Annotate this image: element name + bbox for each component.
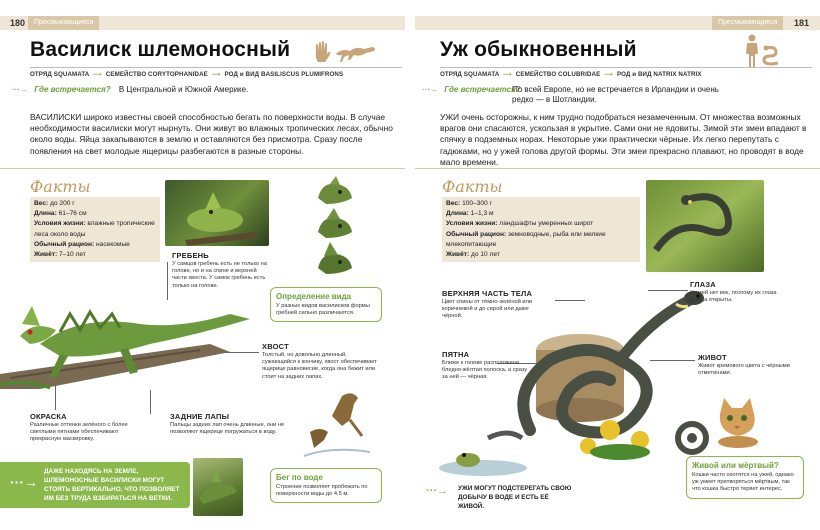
upper-body-leader-line bbox=[555, 300, 585, 301]
fact-row: Условия жизни: влажные тропические леса около воды bbox=[34, 220, 155, 238]
eyes-label-text: У змей нет век, поэтому их глаза всегда открыты. bbox=[690, 290, 777, 304]
crest-label-heading: ГРЕБЕНЬ bbox=[172, 251, 209, 260]
basilisk-illustration bbox=[0, 284, 260, 394]
water-run-heading: Бег по воде bbox=[276, 473, 323, 482]
belly-label-text: Живот кремового цвета с чёрными отметинами. bbox=[698, 363, 790, 377]
belly-label-heading: ЖИВОТ bbox=[698, 353, 727, 362]
belly-leader-line bbox=[650, 360, 695, 361]
water-run-text: Строение позволяет пробежать по поверхности воды до 4,5 м. bbox=[276, 484, 368, 498]
right-bottom-note: УЖИ МОГУТ ПОДСТЕРЕГАТЬ СВОЮ ДОБЫЧУ В ВОДЕ И ЕСТЬ ЕЁ ЖИВОЙ. bbox=[458, 485, 572, 510]
species-id-text: У разных видов василисков формы гребней сильно различаются. bbox=[276, 303, 370, 317]
right-section-tab: Пресмыкающиеся bbox=[712, 16, 783, 30]
taxonomy-arrow-icon: ⟶ bbox=[211, 71, 221, 78]
tail-label-heading: ХВОСТ bbox=[262, 342, 289, 351]
taxonomy-arrow-icon: ⟶ bbox=[604, 71, 614, 78]
right-where-text: По всей Европе, но не встречается в Ирландии и очень редко — в Шотландии. bbox=[512, 85, 719, 104]
right-where-label: Где встречается? bbox=[444, 85, 521, 94]
species-id-box bbox=[270, 287, 382, 322]
left-tip-banner: ДАЖЕ НАХОДЯСЬ НА ЗЕМЛЕ, ШЛЕМОНОСНЫЕ ВАСИЛИСКИ МОГУТ СТОЯТЬ ВЕРТИКАЛЬНО, ЧТО ПОЗВОЛЯЕТ ИМ БЕЗ ТРУДА ВЗБИРАТЬСЯ НА ВЕТКИ. bbox=[0, 462, 190, 508]
hand-scale-icon bbox=[312, 40, 332, 64]
fact-row: Условия жизни: ландшафты умеренных широт bbox=[446, 220, 594, 228]
left-taxonomy-order: ОТРЯД SQUAMATA bbox=[30, 71, 90, 78]
spots-label-heading: ПЯТНА bbox=[442, 350, 470, 359]
alive-or-dead-box bbox=[686, 456, 804, 499]
tail-leader-line bbox=[225, 352, 259, 353]
fact-row: Обычный рацион: насекомые bbox=[34, 240, 130, 248]
right-taxonomy bbox=[440, 71, 702, 78]
eyes-leader-line bbox=[648, 290, 688, 291]
left-where-text: В Центральной и Южной Америке. bbox=[118, 85, 249, 94]
fact-row: Длина: 1–1,3 м bbox=[446, 210, 494, 218]
left-facts-heading: Факты bbox=[30, 177, 91, 196]
left-taxonomy bbox=[30, 71, 343, 78]
legs-leader-line bbox=[150, 390, 151, 414]
color-label-text: Различные оттенки зелёного с более светлыми пятнами обеспечивают прекрасную маскировку. bbox=[30, 422, 128, 443]
basilisk-heads-illustration bbox=[312, 176, 358, 286]
left-page-number: 180 bbox=[10, 18, 26, 28]
color-leader-line bbox=[55, 384, 56, 410]
right-taxonomy-order: ОТРЯД SQUAMATA bbox=[440, 71, 500, 78]
lizard-silhouette-icon bbox=[334, 42, 378, 64]
left-taxonomy-family: СЕМЕЙСТВО CORYTOPHANIDAE bbox=[105, 71, 208, 78]
running-basilisk-illustration bbox=[302, 386, 372, 458]
dotted-arrow-icon: ···→ bbox=[422, 85, 438, 94]
dotted-arrow-icon: ···→ bbox=[426, 485, 448, 497]
left-intro: ВАСИЛИСКИ широко известны своей способностью бегать по поверхности воды. В случае необходимости василиски могут нырнуть. Они живут во влажных тропических лесах, обычно около воды. Яйца закапываются в землю и оставляются без присмотра. Сразу после появления на свет молодые ящерицы разбегаются в разные стороны. bbox=[30, 112, 393, 156]
left-section-tab: Пресмыкающиеся bbox=[28, 16, 99, 30]
upper-body-label-heading: ВЕРХНЯЯ ЧАСТЬ ТЕЛА bbox=[442, 289, 533, 298]
tip-arrow-icon: ···→ bbox=[10, 474, 38, 490]
water-run-box bbox=[270, 468, 382, 503]
left-divider bbox=[0, 168, 405, 169]
right-page-number: 181 bbox=[794, 18, 810, 28]
fact-row: Вес: 100–300 г bbox=[446, 200, 492, 207]
fact-row: Живёт: 7–10 лет bbox=[34, 251, 86, 259]
coiled-snake-small-illustration bbox=[672, 418, 712, 458]
left-where bbox=[12, 85, 248, 94]
alive-or-dead-text: Кошки часто охотятся на ужей, однако уж умеет притворяться мёртвым, так что кошка быстро теряет интерес. bbox=[692, 472, 794, 493]
color-label-heading: ОКРАСКА bbox=[30, 412, 67, 421]
right-title: Уж обыкновенный bbox=[440, 38, 637, 61]
spots-label-text: Ближе к голове расположена бледно-жёлтая полоска, а сразу за ней — чёрная. bbox=[442, 360, 528, 381]
left-where-label: Где встречается? bbox=[34, 85, 111, 94]
taxonomy-arrow-icon: ⟶ bbox=[502, 71, 512, 78]
right-divider bbox=[415, 168, 820, 169]
eyes-label-heading: ГЛАЗА bbox=[690, 280, 716, 289]
snake-silhouette-icon bbox=[762, 44, 780, 66]
fact-row: Живёт: до 10 лет bbox=[446, 251, 500, 259]
left-title: Василиск шлемоносный bbox=[30, 38, 291, 61]
right-intro: УЖИ очень осторожны, к ним трудно подобраться незамеченным. От множества возможных врагов они спасаются, ускользая в укрытие. Сами они не ядовиты. Зимой эти змеи впадают в спячку в подземных норах. Некоторые ужи практически чёрные. Их легко перепутать с гадюками, но у ужей голова другой формы. Эти змеи прекрасно плавают, но проводят в воде мало времени. bbox=[440, 112, 807, 167]
crest-label-text: У самцов гребень есть не только на голове, но и на спине и верхней части хвоста. У самок гребень есть только на голове. bbox=[172, 261, 267, 289]
grass-snake-photo bbox=[646, 180, 764, 272]
tail-label-text: Толстый, но довольно длинный, сужающийся к кончику, хвост обеспечивает ящерице равновесие, когда она бежит или стоит на задних лапах. bbox=[262, 352, 377, 380]
crest-leader-line bbox=[167, 262, 168, 300]
right-facts-heading: Факты bbox=[442, 177, 503, 196]
frog-and-snake-illustration bbox=[438, 418, 528, 478]
right-taxonomy-family: СЕМЕЙСТВО COLUBRIDAE bbox=[515, 71, 601, 78]
basilisk-small-photo bbox=[193, 458, 243, 516]
legs-label-text: Пальцы задних лап очень длинные, они не позволяют ящерице погружаться в воду. bbox=[170, 422, 285, 436]
upper-body-label-text: Цвет спины от тёмно-зелёной или коричневой и до серой или даже чёрной. bbox=[442, 299, 533, 320]
fact-row: Обычный рацион: земноводные, рыба или мелкие млекопитающие bbox=[446, 230, 606, 248]
left-taxonomy-genus: РОД и ВИД BASILISCUS PLUMIFRONS bbox=[224, 71, 344, 78]
basilisk-photo bbox=[165, 180, 269, 246]
fact-row: Вес: до 200 г bbox=[34, 200, 75, 207]
right-facts-box bbox=[442, 197, 640, 262]
legs-label-heading: ЗАДНИЕ ЛАПЫ bbox=[170, 412, 230, 421]
taxonomy-arrow-icon: ⟶ bbox=[92, 71, 102, 78]
left-facts-box bbox=[30, 197, 160, 262]
human-scale-icon bbox=[744, 34, 760, 68]
fact-row: Длина: 61–76 см bbox=[34, 210, 87, 218]
kitten-illustration bbox=[712, 392, 764, 448]
species-id-heading: Определение вида bbox=[276, 292, 352, 301]
right-taxonomy-genus: РОД и ВИД NATRIX NATRIX bbox=[616, 71, 702, 78]
dotted-arrow-icon: ···→ bbox=[12, 85, 28, 94]
alive-or-dead-heading: Живой или мёртвый? bbox=[692, 461, 779, 470]
